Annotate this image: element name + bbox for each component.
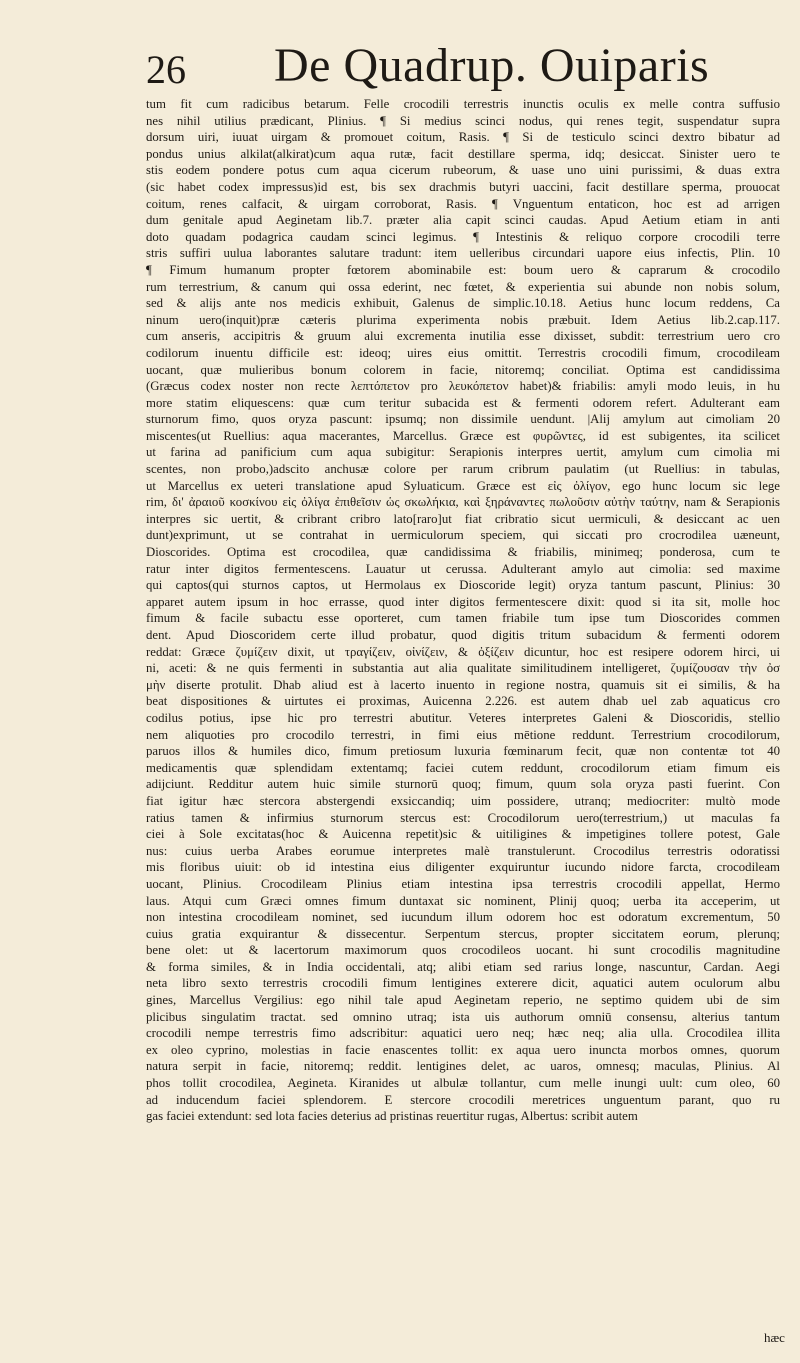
text-line: (sic habet codex impressus)id est, bis sex drachmis butyri uaccini, facit destillare sperma, prouocat	[146, 179, 780, 194]
text-line: scentes, non probo,)adscito anchusæ colore per rarum cribrum paulatim (ut Ruellius: in tabulas,	[146, 462, 780, 477]
text-line: (Græcus codex noster non recte λεπτόπετον pro λευκόπετον habet)& friabilis: amyli modo leuis, in hu	[146, 379, 780, 394]
text-line: ut Marcellus ex ueteri translatione apud Syluaticum. Græce est εἰς ὀλίγον, ego hunc locum sic lege	[146, 478, 780, 493]
text-line: fimum & facile subactu esse oporteret, cum tamen friabile tum ipse tum Dioscorides commen	[146, 611, 780, 626]
text-line: nem aliquoties pro crocodilo terrestri, in fimi eius mētione reddunt. Terrestrium crocodilorum,	[146, 727, 780, 742]
text-line: ni, aceti: & ne quis fermenti in substantia aut alia qualitate similitudinem intelligeret, ζυμίζουσαν τὴν ὀσ	[146, 661, 780, 676]
text-line: reddat: Græce ζυμίζειν dixit, ut τραγίζειν, οἰνίζειν, & ὀξίζειν dicuntur, hoc est resipere odorem hirci, ui	[146, 644, 780, 659]
text-line: dum genitale apud Aeginetam lib.7. præter alia capit scinci caudas. Apud Aetium etiam in anti	[146, 213, 780, 228]
running-title: De Quadrup. Ouiparis	[274, 39, 710, 92]
text-line: sed & alijs ante nos medicis exhibuit, Galenus de simplic.10.18. Aetius hunc locum reddens, Ca	[146, 296, 780, 311]
text-line: plicibus singulatim tractat. sed omnino utraq; ista uis authorum omniū consensu, alterius tantum	[146, 1009, 780, 1024]
text-line: cuius gratia exquirantur & dissecentur. Serpentum stercus, propter siccitatem eorum, plerunq;	[146, 926, 780, 941]
text-line: stris suffiri uulua laborantes salutare tradunt: item uelleribus circundari uapore eius infectis, Plin. 10	[146, 246, 780, 261]
text-line: rim, δι' ἀραιοῦ κοσκίνου εἰς ὀλίγα ἐπιθεῖσιν ὡς σκωλήκια, καὶ ξηράναντες πωλοῦσιν αὐτὴν ταύτην, nam & Serapionis	[146, 495, 780, 510]
catchword: hæc	[764, 1330, 785, 1345]
text-line: phos tollit crocodilea, Aegineta. Kiranides ut albulæ tollantur, cum melle inungi uult: cum oleo, 60	[146, 1076, 780, 1091]
page-header	[146, 39, 710, 100]
text-line: ¶ Fimum humanum propter fœtorem abominabile est: boum uero & caprarum & crocodilo	[146, 262, 780, 277]
text-line: nus: cuius uerba Arabes eorumue interpretes malè transtulerunt. Crocodilus terrestris odoratissi	[146, 843, 780, 858]
text-line: uocant, Plinius. Crocodileam Plinius etiam intestina ipsa terrestris crocodili appellat, Hermo	[146, 876, 780, 891]
text-line: natura serpit in facie, nitoremq; reddit. lentigines delet, ac uaros, omnesq; maculas, Plinius. Al	[146, 1059, 780, 1074]
text-line: dorsum uiri, iuuat uirgam & promouet coitum, Rasis. ¶ Si de testiculo scinci dextro bibatur ad	[146, 130, 780, 145]
text-line: codilus potius, ipse hic pro terrestri abutitur. Veteres interpretes Galeni & Dioscoridis, stellio	[146, 710, 780, 725]
text-line: gines, Marcellus Vergilius: ego nihil tale apud Aeginetam reperio, ne septimo quidem ubi de sim	[146, 993, 780, 1008]
text-line: non intestina crocodileam nominet, sed iucundum illum odorem hoc est odoratum excrementum, 50	[146, 910, 780, 925]
text-line: miscentes(ut Ruellius: aqua macerantes, Marcellus. Græce est φυρῶντες, id est subigentes, ita scilicet	[146, 428, 780, 443]
text-line: stis eodem pondere potus cum aqua cicerum rubeorum, & uase uno uini purissimi, & duas extra	[146, 163, 780, 178]
text-line: qui captos(qui sturnos captos, ut Hermolaus ex Dioscoride legit) oryza tantum pascunt, Plinius: 30	[146, 578, 780, 593]
text-line: crocodili nempe terrestris fimo adscribitur: aquatici uero neq; hæc neq; alia ulla. Crocodilea illita	[146, 1026, 780, 1041]
text-line: codilorum inuentu difficile est: ideoq; uires eius omittit. Terrestris crocodili fimum, crocodileam	[146, 345, 780, 360]
text-line: laus. Atqui cum Græci omnes fimum duntaxat sic nominent, Plinij quoq; uerba ita acceperim, ut	[146, 893, 780, 908]
text-line: μὴν diserte protulit. Dhab aliud est à lacerto inuento in regione nostra, quamuis sit ei similis, & ha	[146, 677, 780, 692]
text-line: sturnorum fimo, quos oryza pascunt: ipsumq; non dissimile uendunt. |Alij amylum aut cimoliam 20	[146, 412, 780, 427]
text-line: more statim eliquescens: quæ cum teritur subacida est & fermenti odorem refert. Adulterant eam	[146, 395, 780, 410]
text-line: interpres sic uertit, & cribrant cribro lato[raro]ut fiat cribratio sicut uermiculi, & desiccant ac uen	[146, 511, 780, 526]
text-line: paruos illos & humiles dico, fimum pretiosum luxuria fœminarum fecit, quæ non contentæ tot 40	[146, 744, 780, 759]
text-line: rum terrestrium, & canum qui ossa ederint, nec fœtet, & experientia sui abunde non nobis solum,	[146, 279, 780, 294]
text-line: dunt)exprimunt, ut se contrahat in uermiculorum speciem, qui siccati pro crocrodilea uæneunt,	[146, 528, 780, 543]
text-line: dent. Apud Dioscoridem certe illud probatur, quod digitis tritum subacidum & fermenti odorem	[146, 628, 780, 642]
text-line: neta libro sexto terrestris crocodili fimum lentigines exterere dicit, aquatici autem oculorum albu	[146, 976, 780, 991]
text-line: & forma similes, & in India occidentali, atq; alibi etiam sed rarius longe, nascuntur, Cardan. Aegi	[146, 959, 780, 974]
text-line: beat dispositiones & uirtutes ei proximas, Auicenna 2.226. est autem dhab uel zab aquaticus cro	[146, 694, 780, 709]
text-line: fiat igitur hæc stercora abstergendi exsiccandiq; uim possidere, utranq; mediocriter: multò mode	[146, 793, 780, 808]
text-line: adijciunt. Redditur autem huic simile sturnorū quoq; fimum, quum sola oryza pasti fuerint. Con	[146, 777, 780, 792]
text-line: ciei à Sole excitatas(hoc & Auicenna repetit)sic & uitiligines & impetigines tollere potest, Gale	[146, 827, 780, 842]
text-line: ad inducendum faciei splendorem. E stercore crocodili meretrices unguentum parant, quo ru	[146, 1092, 780, 1107]
text-line: ut farina ad panificium cum aqua subigitur: Serapionis interpres uertit, amylum cum cimolia mi	[146, 445, 780, 460]
page-number: 26	[146, 47, 186, 92]
text-line: uocant, quæ mulieribus bonum colorem in facie, nitoremq; conciliat. Optima est candidissima	[146, 362, 780, 377]
text-line: pondus unius alkilat(alkirat)cum aqua rutæ, facit destillare sperma, idq; desiccat. Sinister uero te	[146, 146, 780, 161]
text-line: mis floribus uiuit: ob id intestina eius diligenter exquiruntur iucundo nidore farcta, crocodileam	[146, 860, 780, 875]
text-line: tum fit cum radicibus betarum. Felle crocodili terrestris inunctis oculis ex melle contra suffusio	[146, 97, 780, 111]
text-line: gas faciei extendunt: sed lota facies deterius ad pristinas reuertitur rugas, Albertus: scribit autem	[146, 1109, 638, 1124]
text-line: apparet autem ipsum in hoc errasse, quod inter digitos fermentescere dixit: quod si ita sit, molle hoc	[146, 594, 780, 609]
text-line: nes nihil utilius prædicant, Plinius. ¶ Si medius scinci nodus, qui renes tegit, suspendatur supra	[146, 113, 780, 128]
body-text	[146, 96, 780, 1125]
text-line: Dioscorides. Optima est crocodilea, quæ candidissima & friabilis, minimeq; ponderosa, cum te	[146, 545, 780, 560]
text-line: cum anseris, accipitris & gruum alui excrementa inutilia esse dixisset, subdit: terrestrium uero cro	[146, 329, 780, 344]
text-line: ex oleo cyprino, molestias in facie enascentes tollit: ex aqua uero inuncta morbos omnes, quorum	[146, 1042, 780, 1057]
text-line: bene olet: ut & lacertorum maximorum quos crocodileos uocant. hi sunt crocodilis magnitudine	[146, 943, 780, 958]
text-line: ratur inter digitos fermentescens. Lauatur ut cerussa. Adulterant amylo aut cimolia: sed maxime	[146, 561, 780, 576]
text-line: doto quadam podagrica caudam scinci legimus. ¶ Intestinis & reliquo corpore crocodili terre	[146, 229, 780, 244]
text-line: coitum, renes calfacit, & uirgam corroborat, Rasis. ¶ Vnguentum entaticon, hoc est ad arrigen	[146, 196, 780, 211]
text-line: ninum uero(inquit)præ cæteris plurima experimenta nobis præbuit. Idem Aetius lib.2.cap.117.	[146, 312, 780, 327]
text-line: medicamentis quæ splendidam extentamq; faciei cutem reddunt, crocodilorum etiam fimum eis	[146, 760, 780, 775]
text-line: ratius tamen & infirmius sturnorum stercus est: Crocodilorum uero(terrestrium,) ut maculas fa	[146, 810, 780, 825]
